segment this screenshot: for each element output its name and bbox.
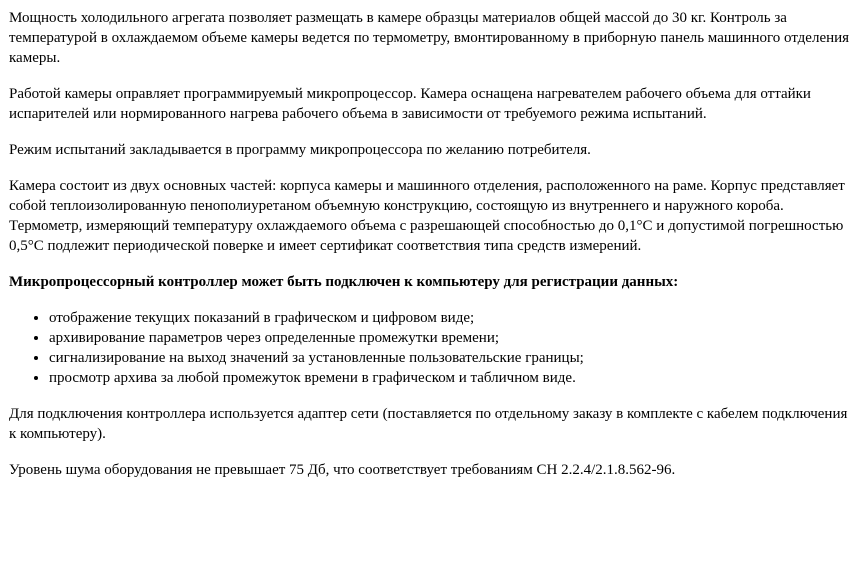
- paragraph-noise-level: Уровень шума оборудования не превышает 75 Дб, что соответствует требованиям СН 2.2.4/2.1.8.562-96.: [9, 462, 676, 478]
- paragraph-controller-heading: Микропроцессорный контроллер может быть подключен к компьютеру для регистрации данных:: [9, 274, 679, 290]
- list-item: • отображение текущих показаний в графическом и цифровом виде;: [49, 308, 850, 328]
- feature-list: [9, 308, 850, 388]
- list-item: • сигнализирование на выход значений за установленные пользовательские границы;: [49, 348, 850, 368]
- paragraph-refrigeration-capacity: Мощность холодильного агрегата позволяет размещать в камере образцы материалов общей массой до 30 кг. Контроль за температурой в охлаждаемом объеме камеры ведется по термометру, вмонтированному в приборную панель машинного отделения камеры.: [9, 10, 850, 66]
- list-item: • архивирование параметров через определенные промежутки времени;: [49, 328, 850, 348]
- paragraph-microprocessor-control: Работой камеры оправляет программируемый микропроцессор. Камера оснащена нагревателем рабочего объема для оттайки испарителей или нормированного нагрева рабочего объема в зависимости от требуемого режима испытаний.: [9, 86, 811, 122]
- paragraph-test-mode: Режим испытаний закладывается в программу микропроцессора по желанию потребителя.: [9, 142, 591, 158]
- paragraph-network-adapter: Для подключения контроллера используется адаптер сети (поставляется по отдельному заказу в комплекте с кабелем подключения к компьютеру).: [9, 406, 848, 442]
- paragraph-chamber-construction: Камера состоит из двух основных частей: корпуса камеры и машинного отделения, расположенного на раме. Корпус представляет собой теплоизолированную пенополиуретаном объемную конструкцию, состоящую из внутреннего и наружного короба. Термометр, измеряющий температуру охлаждаемого объема с разрешающей способностью до 0,1°С и допустимой погрешностью 0,5°С подлежит периодической поверке и имеет сертификат соответствия типа средств измерений.: [9, 178, 845, 254]
- list-item: • просмотр архива за любой промежуток времени в графическом и табличном виде.: [49, 368, 850, 388]
